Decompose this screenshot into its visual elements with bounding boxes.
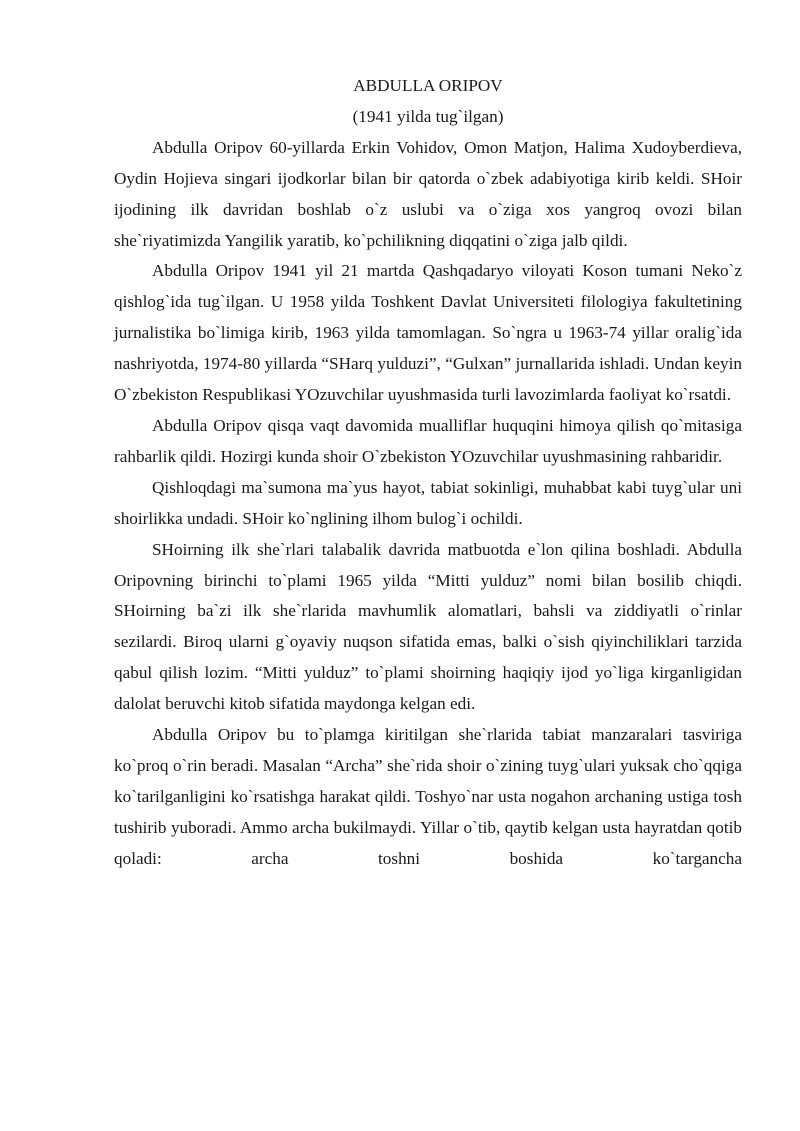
paragraph-inspiration: Qishloqdagi ma`sumona ma`yus hayot, tabiat sokinligi, muhabbat kabi tuyg`ular uni shoirlikka undadi. SHoir ko`nglining ilhom bulog`i ochildi. (114, 477, 742, 528)
paragraph-intro: Abdulla Oripov 60-yillarda Erkin Vohidov, Omon Matjon, Halima Xudoyberdieva, Oydin Hojieva singari ijodkorlar bilan bir qatorda o`zbek adabiyotiga kirib keldi. SHoir ijodining ilk davridan boshlab o`z uslubi va o`ziga xos yangroq ovozi bilan she`riyatimizda Yangilik yaratib, ko`pchilikning diqqatini o`ziga jalb qildi. (114, 137, 742, 250)
page-title: ABDULLA ORIPOV (353, 76, 503, 95)
paragraph-biography: Abdulla Oripov 1941 yil 21 martda Qashqadaryo viloyati Koson tumani Neko`z qishlog`ida tug`ilgan. U 1958 yilda Toshkent Davlat Universiteti filologiya fakultetining jurnalistika bo`limiga kirib, 1963 yilda tamomlagan. So`ngra u 1963-74 yillar oralig`ida nashriyotda, 1974-80 yillarda “SHarq yulduzi”, “Gulxan” jurnallarida ishladi. Undan keyin O`zbekiston Respublikasi YOzuvchilar uyushmasida turli lavozimlarda faoliyat ko`rsatdi. (114, 261, 742, 405)
page-subtitle: (1941 yilda tug`ilgan) (352, 106, 504, 126)
paragraph-first-collection: SHoirning ilk she`rlari talabalik davrida matbuotda e`lon qilina boshladi. Abdulla Oripovning birinchi to`plami 1965 yilda “Mitti yulduz” nomi bilan bosilib chiqdi. SHoirning ba`zi ilk she`rlarida mavhumlik alomatlari, bahsli va ziddiyatli o`rinlar sezilardi. Biroq ularni g`oyaviy nuqson sifatida emas, balki o`sish qiyinchiliklari tarzida qabul qilish lozim. “Mitti yulduz” to`plami shoirning haqiqiy ijod yo`liga kirganligidan dalolat beruvchi kitob sifatida maydonga kelgan edi. (114, 539, 742, 714)
paragraph-leadership: Abdulla Oripov qisqa vaqt davomida mualliflar huquqini himoya qilish qo`mitasiga rahbarlik qildi. Hozirgi kunda shoir O`zbekiston YOzuvchilar uyushmasining rahbaridir. (114, 415, 742, 466)
document-body (114, 71, 742, 875)
paragraph-archa-poem: Abdulla Oripov bu to`plamga kiritilgan she`rlarida tabiat manzaralari tasviriga ko`proq o`rin beradi. Masalan “Archa” she`rida shoir o`zining tuyg`ulari yuksak cho`qqiga ko`tarilganligini ko`rsatishga harakat qildi. Toshyo`nar usta nogahon archaning ustiga tosh tushirib yuboradi. Ammo archa bukilmaydi. Yillar o`tib, qaytib kelgan usta hayratdan qotib qoladi: archa toshni boshida ko`targancha (114, 725, 742, 868)
